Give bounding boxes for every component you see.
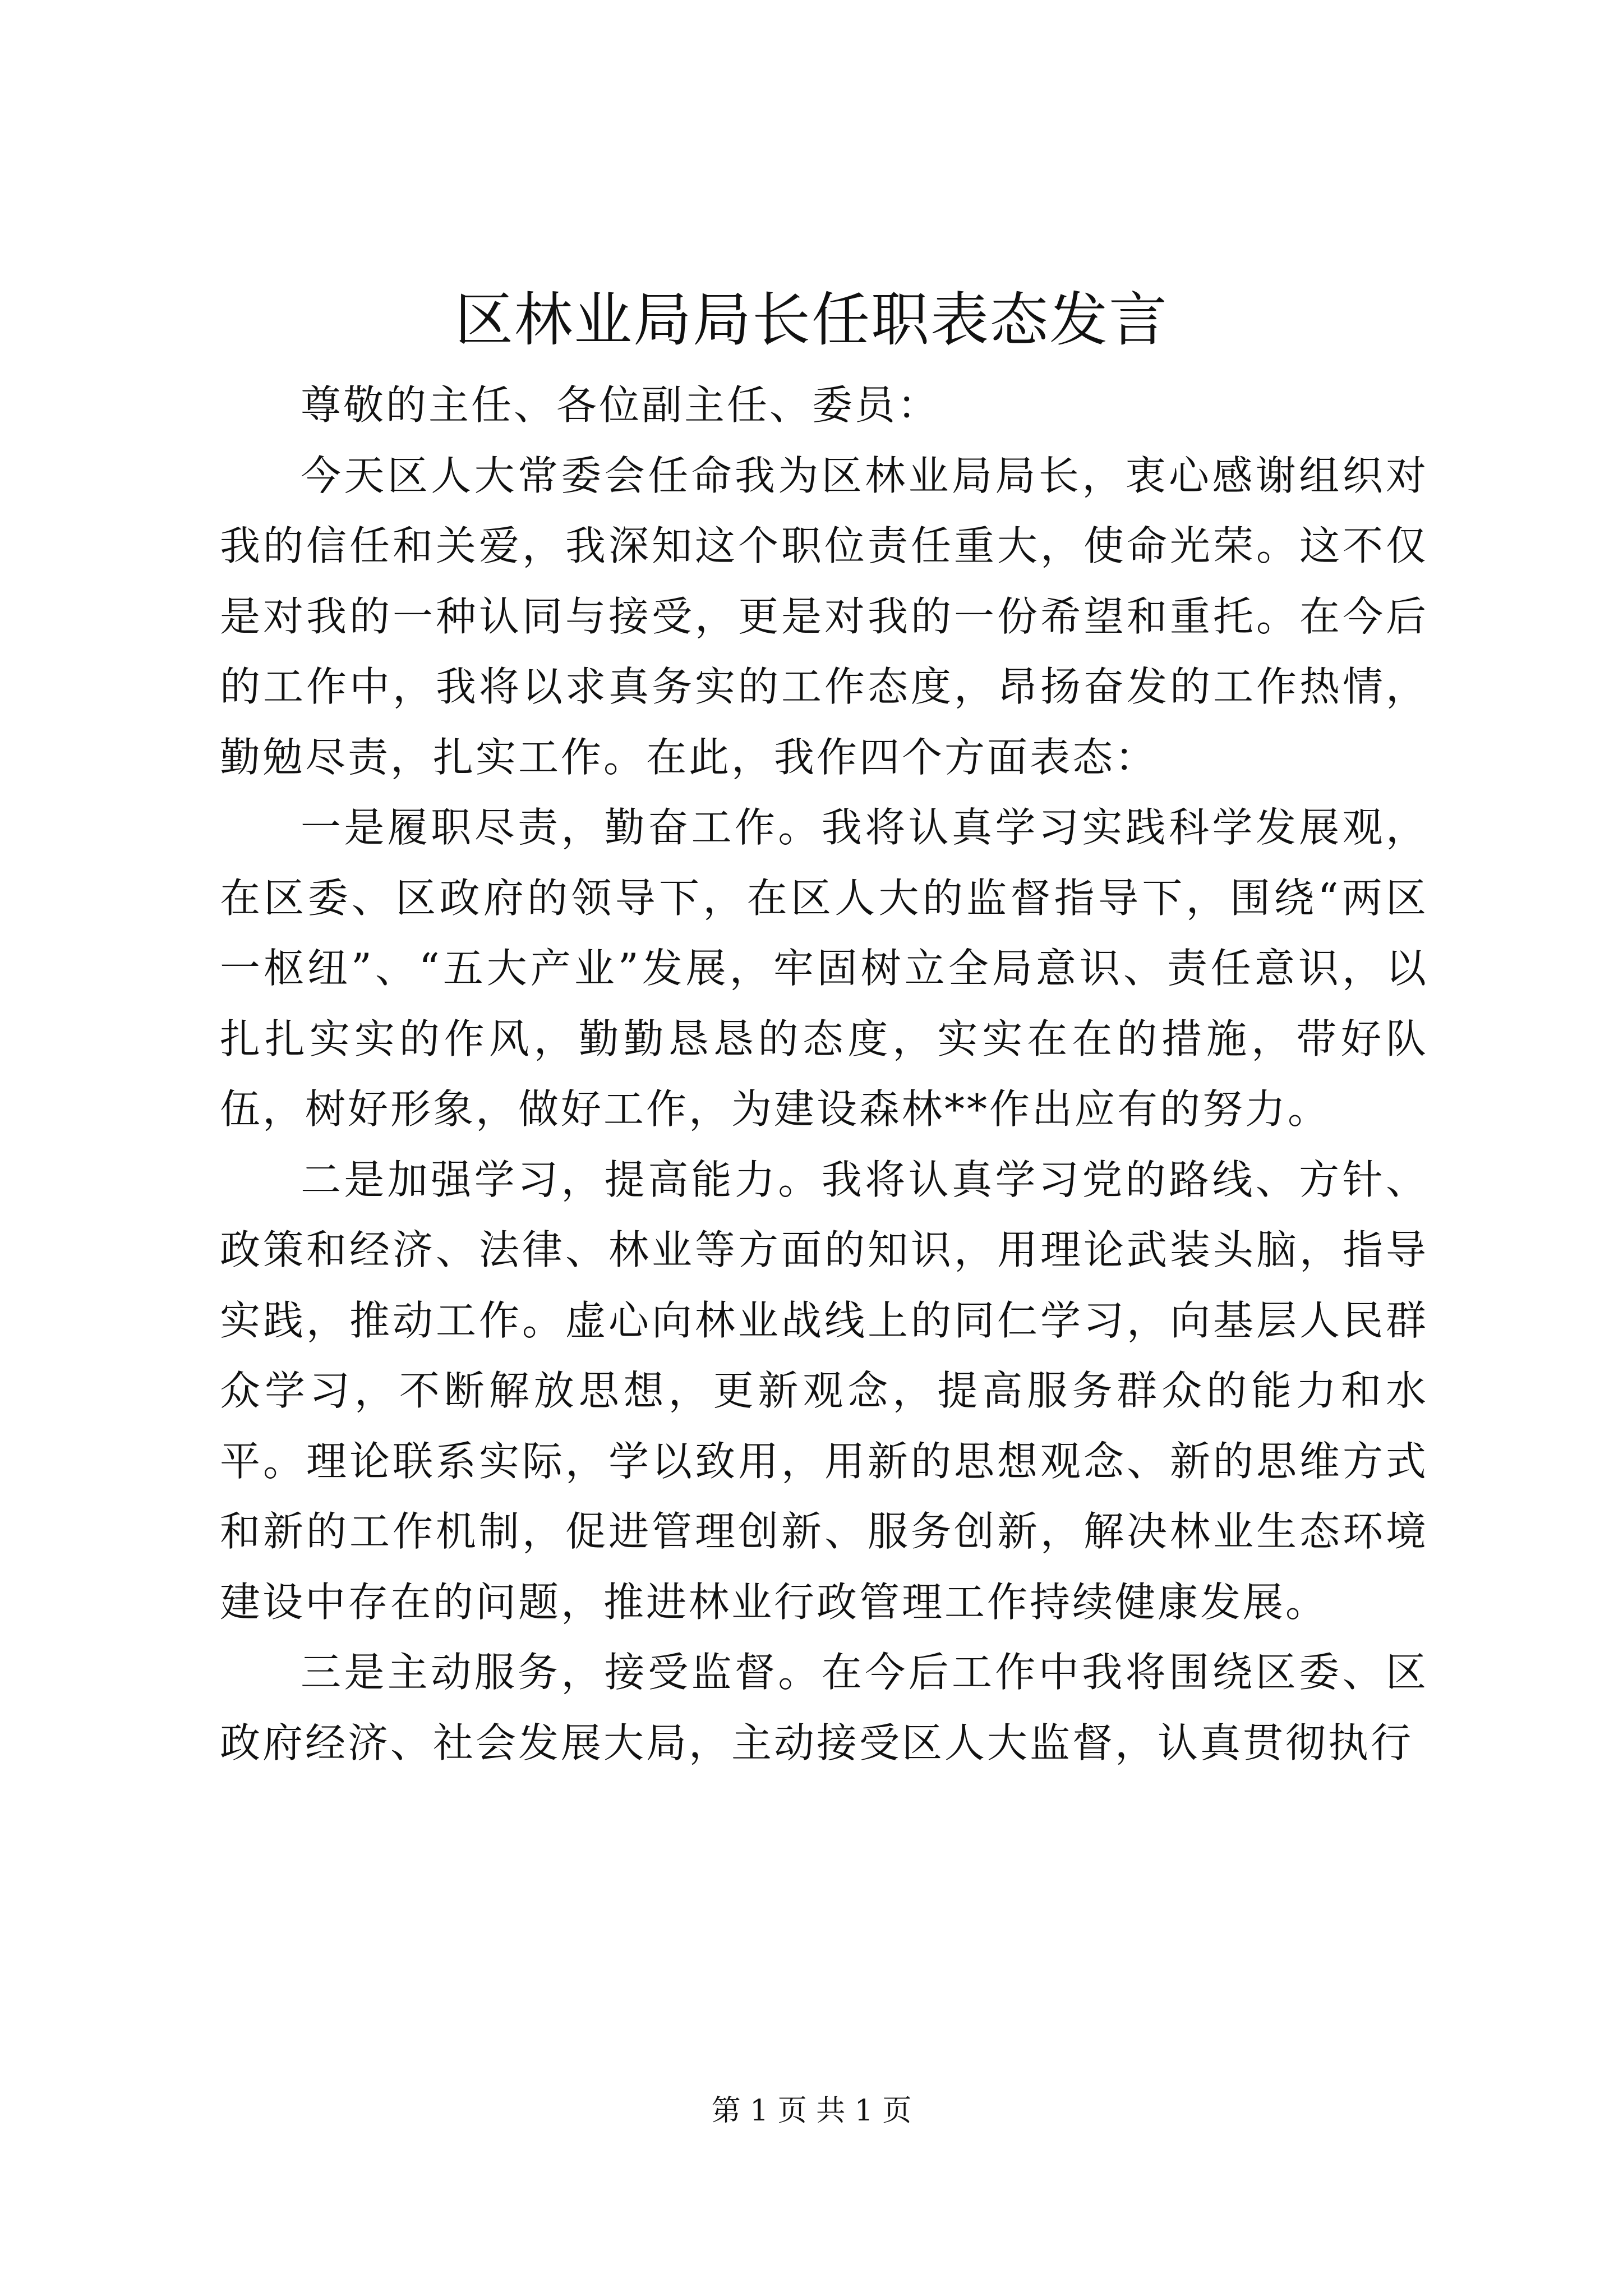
point-one-paragraph: 一是履职尽责，勤奋工作。我将认真学习实践科学发展观，在区委、区政府的领导下，在区人大的监督指导下，围绕“两区一枢纽”、“五大产业”发展，牢固树立全局意识、责任意识，以扎扎实实的作风，勤勤恳恳的态度，实实在在的措施，带好队伍，树好形象，做好工作，为建设森林**作出应有的努力。 [220, 804, 1428, 1133]
intro-paragraph: 今天区人大常委会任命我为区林业局局长，衷心感谢组织对我的信任和关爱，我深知这个职位责任重大，使命光荣。这不仅是对我的一种认同与接受，更是对我的一份希望和重托。在今后的工作中，我将以求真务实的工作态度，昂扬奋发的工作热情，勤勉尽责，扎实工作。在此，我作四个方面表态： [220, 452, 1428, 781]
point-three-paragraph: 三是主动服务，接受监督。在今后工作中我将围绕区委、区政府经济、社会发展大局，主动接受区人大监督，认真贯彻执行 [220, 1649, 1428, 1766]
document-title: 区林业局局长任职表态发言 [454, 286, 1168, 354]
page-footer: 第 1 页 共 1 页 [711, 2094, 912, 2128]
document-body [220, 370, 1428, 1778]
point-two-paragraph: 二是加强学习，提高能力。我将认真学习党的路线、方针、政策和经济、法律、林业等方面的知识，用理论武装头脑，指导实践，推动工作。虚心向林业战线上的同仁学习，向基层人民群众学习，不断解放思想，更新观念，提高服务群众的能力和水平。理论联系实际，学以致用，用新的思想观念、新的思维方式和新的工作机制，促进管理创新、服务创新，解决林业生态环境建设中存在的问题，推进林业行政管理工作持续健康发展。 [220, 1156, 1428, 1626]
salutation-paragraph: 尊敬的主任、各位副主任、委员： [301, 381, 940, 429]
